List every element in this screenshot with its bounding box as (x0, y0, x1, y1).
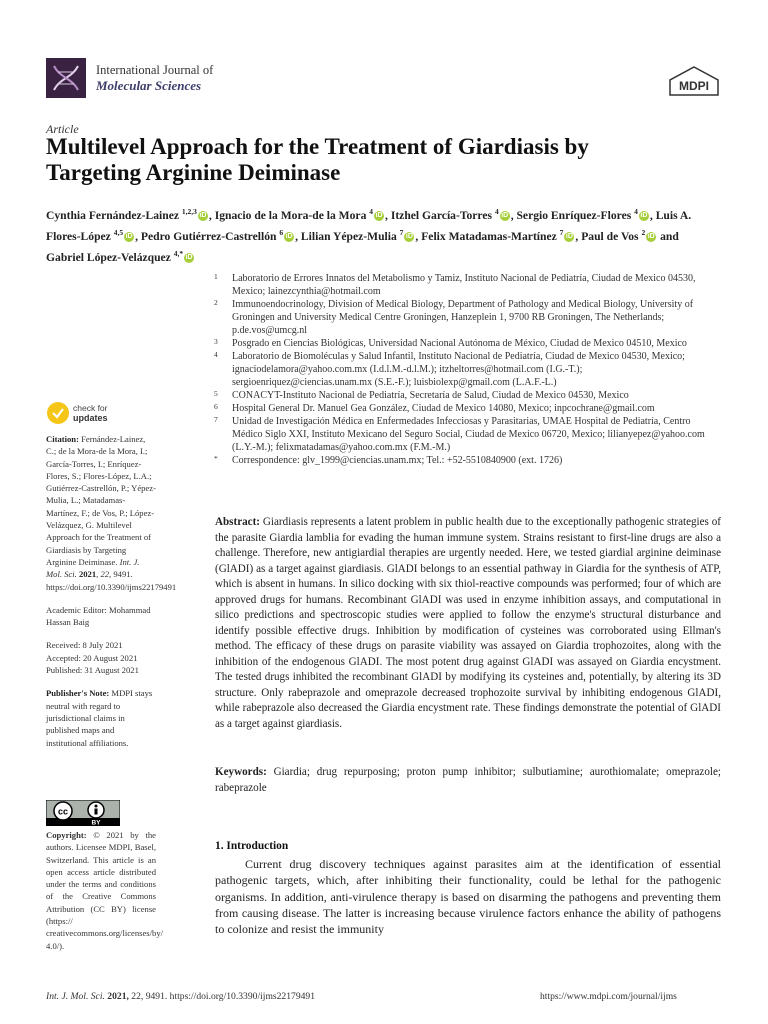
citation-year: 2021 (78, 569, 97, 580)
abstract-text: Giardiasis represents a latent problem in public health due to the exceptionally pathogenic strategies of the parasite Giardia lamblia for evading the human immune system. Strains resistant to first-line drugs are also a challenge. Therefore, new antigiardial therapies are urgently needed. Here, we tested giardial arginine deiminase (GlADI) as a target against giardiasis. GlADI belongs to an essential pathway in Giardia for the synthesis of ATP, which is absent in humans. In silico docking with six thiol-reactive compounds was performed; four of which are approved drugs for humans. Recombinant GlADI was used in enzyme inhibition assays, and computational in silico predictions and spectroscopic studies were applied to follow the enzyme's structural disturbance and identify possible effective drugs. Inhibition by modification of cysteines was corroborated using Ellman's method. The efficacy of these drugs on parasite viability was assayed on Giardia trophozoites, along with the inhibition of the endogenous GlADI. The most potent drug against GlADI was assayed on Giardia encystment. The tested drugs inhibited the recombinant GlADI by modifying its cysteines and, potentially, by altering its 3D structure. Only rabeprazole and omeprazole decreased trophozoite survival by inhibiting endogenous GlADI, while rabeprazole also decreased the Giardia encystment rate. These findings demonstrate the potential of GlADI as a target against giardiasis. (215, 516, 721, 730)
author-name[interactable]: Lilian Yépez-Mulia (300, 229, 400, 243)
citation: Citation: Fernández-Lainez, C.; de la Mora-de la Mora, I.; García-Torres, I.; Enríquez-Flores, S.; Flores-López, L.A.; Gutiérrez-Castrellón, P.; Yépez-Mulia, L.; Matadamas-Martínez, F.; de Vos, P.; López-Velázquez, G. Multilevel Approach for the Treatment of Giardiasis by Targeting Arginine Deiminase. Int. J. Mol. Sci. 2021, 22, 9491. https://doi.org/10.3390/ijms22179491 (46, 434, 177, 592)
affiliation-item (214, 337, 714, 350)
affiliation-item (214, 298, 714, 337)
affiliation-number: 7 (214, 415, 218, 424)
copyright-label: Copyright: (46, 830, 87, 840)
author-affiliation-ref: 2 (641, 227, 646, 237)
check-updates-line1: check for (73, 403, 108, 413)
citation-doi[interactable]: 9491. https://doi.org/10.3390/ijms22179491 (46, 569, 177, 592)
keywords-label: Keywords: (215, 766, 267, 778)
affiliation-number: 2 (214, 298, 218, 307)
orcid-icon[interactable]: iD (125, 233, 133, 241)
author-name[interactable]: Gabriel López-Velázquez (46, 250, 174, 264)
intro-paragraph: Current drug discovery techniques against parasites aim at the identification of essential pathogenic targets, which, after inhibiting their functionality, could be lethal for the pathogenic organisms. In addition, anti-virulence therapy is based on disarming the pathogens and preventing them from causing disease. The latter is increasing because virulence factors enhance the ability of pathogens to colonize and resist the immunity (215, 857, 721, 937)
affiliation-text: Posgrado en Ciencias Biológicas, Universidad Nacional Autónoma de México, Ciudad de Mexico 04510, Mexico (232, 338, 687, 349)
author-affiliation-ref: 1,2,3 (181, 207, 197, 216)
footer-journal: Int. J. Mol. Sci. (46, 991, 105, 1002)
author-affiliation-ref: 7 (559, 227, 564, 237)
author-name[interactable]: Felix Matadamas-Martínez (421, 229, 560, 243)
author-affiliation-ref: 4,5 (113, 227, 124, 237)
copyright-text: © 2021 by the authors. Licensee MDPI, Basel, Switzerland. This article is an open access article distributed under the terms and conditions of the Creative Commons Attribution (CC BY) license (https:// creativecommons.org/licenses/by/ 4.0/). (46, 830, 164, 951)
orcid-icon[interactable]: iD (501, 212, 509, 220)
keywords-text: Giardia; drug repurposing; proton pump inhibitor; sulbutiamine; aurothiomalate; omeprazole; rabeprazole (215, 766, 721, 794)
abstract (215, 515, 721, 732)
author-name[interactable]: Ignacio de la Mora-de la Mora (214, 208, 370, 222)
author-affiliation-ref: 4 (634, 207, 638, 216)
affiliation-text: Unidad de Investigación Médica en Enfermedades Infecciosas y Parasitarias, UMAE Hospital de Pediatría, Centro Médico Siglo XXI, Instituto Mexicano del Seguro Social, Ciudad de Mexico 06720, Mexico; lilianyepez@yahoo.com (L.Y.-M.); felixmatadamas@yahoo.com.mx (F.M.-M.) (232, 416, 705, 453)
publisher-note-text: MDPI stays neutral with regard to jurisdictional claims in published maps and institutional affiliations. (46, 688, 153, 748)
cc-by-license-icon[interactable] (46, 800, 120, 826)
affiliation-number: 4 (214, 350, 218, 359)
check-for-updates-button[interactable] (46, 400, 166, 426)
copyright-notice (46, 829, 164, 952)
affiliations (214, 272, 714, 467)
affiliation-number: 5 (214, 389, 218, 398)
author-list: Cynthia Fernández-Lainez $^{1,2,3}$ iD , Ignacio de la Mora-de la Mora $^4$ iD , Itzhel García-Torres $^4$ iD , Sergio Enríquez-Flores $^4$ iD , Luis A. Flores-López $^{4,5}$ iD , Pedro Gutiérrez-Castrellón $^6$ iD , Lilian Yépez-Mulia $^7$ iD , Felix Matadamas-Martínez $^7$ iD , Paul de Vos $^2$ iD and Gabriel López-Velázquez $^{4,*}$ iD (46, 207, 692, 264)
footer-year: 2021, (107, 991, 129, 1002)
received-date: Received: 8 July 2021 (46, 640, 123, 651)
orcid-icon[interactable]: iD (375, 212, 383, 220)
author-affiliation-ref: 4,* (173, 248, 184, 258)
author-name[interactable]: Paul de Vos (581, 229, 642, 243)
footer-url[interactable]: https://www.mdpi.com/journal/ijms (540, 991, 677, 1002)
publisher-note-label: Publisher's Note: (46, 688, 110, 699)
author-affiliation-ref: 4 (494, 207, 499, 216)
affiliation-text: Laboratorio de Biomoléculas y Salud Infantil, Instituto Nacional de Pediatría, Ciudad de Mexico 04530, Mexico; ignaciodelamora@yahoo.com.mx (I.d.l.M.-d.l.M.); itzheltorres@hotmail.com (I.G.-T.); sergioenriquez@ciencias.unam.mx (S.E.-F.); luisbiolexp@gmail.com (L.A.F.-L.) (232, 351, 685, 388)
affiliation-number: * (214, 454, 218, 463)
check-updates-line2: updates (73, 413, 108, 423)
affiliation-text: Hospital General Dr. Manuel Gea González, Ciudad de Mexico 14080, Mexico; inpcochrane@gmail.com (232, 403, 655, 414)
author-name[interactable]: Cynthia Fernández-Lainez (46, 208, 182, 222)
page-title: Multilevel Approach for the Treatment of Giardiasis by Targeting Arginine Deiminase (46, 134, 589, 185)
published-date: Published: 31 August 2021 (46, 665, 139, 676)
journal-logo-icon (46, 58, 86, 98)
affiliation-text: Immunoendocrinology, Division of Medical Biology, Department of Pathology and Medical Biology, University of Groningen and University Medical Centre Groningen, Hanzeplein 1, 9700 RB Groningen, The Netherlands; p.de.vos@umcg.nl (232, 299, 694, 336)
academic-editor: Academic Editor: Mohammad Hassan Baig (46, 604, 151, 628)
author-name[interactable]: Sergio Enríquez-Flores (516, 208, 635, 222)
affiliation-item (214, 350, 714, 389)
accepted-date: Accepted: 20 August 2021 (46, 652, 138, 663)
author-affiliation-ref: 7 (399, 227, 404, 237)
mdpi-logo-icon (668, 66, 720, 96)
affiliation-text: Laboratorio de Errores Innatos del Metabolismo y Tamiz, Instituto Nacional de Pediatría, Ciudad de Mexico 04530, Mexico; lainezcynthia@hotmail.com (232, 273, 696, 297)
affiliation-item (214, 272, 714, 298)
author-name[interactable]: Luis A. Flores-López (46, 208, 692, 243)
affiliation-item (214, 402, 714, 415)
author-affiliation-ref: 6 (279, 227, 284, 237)
orcid-icon[interactable]: iD (647, 233, 655, 241)
abstract-label: Abstract: (215, 516, 260, 528)
affiliation-text: CONACYT-Instituto Nacional de Pediatría, Secretaría de Salud, Ciudad de Mexico 04530, Mexico (232, 390, 629, 401)
orcid-icon[interactable]: iD (405, 233, 413, 241)
by-text: BY (91, 819, 101, 826)
footer-doi[interactable]: 22, 9491. https://doi.org/10.3390/ijms22179491 (131, 991, 316, 1002)
orcid-icon[interactable]: iD (640, 212, 648, 220)
citation-volume: 22, (100, 569, 112, 580)
affiliation-text: Correspondence: glv_1999@ciencias.unam.mx; Tel.: +52-5510840900 (ext. 1726) (232, 455, 563, 466)
citation-text: Fernández-Lainez, C.; de la Mora-de la Mora, I.; García-Torres, I.; Enríquez-Flores, S.; Flores-López, L.A.; Gutiérrez-Castrellón, P.; Yépez-Mulia, L.; Matadamas-Martínez, F.; de Vos, P.; López-Velázquez, G. Multilevel Approach for the Treatment of Giardiasis by Targeting Arginine Deiminase. (46, 434, 156, 567)
keywords (215, 765, 721, 796)
journal-name-line2: Molecular Sciences (96, 78, 202, 93)
orcid-icon[interactable]: iD (199, 212, 207, 220)
journal-name-line1: International Journal of (96, 63, 214, 77)
author-name[interactable]: Pedro Gutiérrez-Castrellón (140, 229, 280, 243)
orcid-icon[interactable]: iD (565, 233, 573, 241)
citation-journal: Int. J. Mol. Sci. (46, 556, 140, 580)
publisher-note (46, 687, 156, 748)
affiliation-number: 6 (214, 402, 218, 411)
article-type: Article (46, 122, 79, 136)
affiliation-number: 3 (214, 337, 218, 346)
affiliation-item (214, 389, 714, 402)
sidebar (46, 433, 177, 760)
author-name[interactable]: Itzhel García-Torres (390, 208, 495, 222)
mdpi-logo-text: MDPI (679, 79, 709, 93)
journal-name (96, 63, 213, 93)
footer-citation (46, 991, 315, 1002)
citation-label: Citation: (46, 434, 79, 444)
cc-text: cc (57, 806, 69, 817)
affiliation-number: 1 (214, 272, 218, 281)
orcid-icon[interactable]: iD (185, 253, 193, 261)
affiliation-item (214, 415, 714, 454)
author-affiliation-ref: 4 (369, 207, 374, 216)
orcid-icon[interactable]: iD (285, 233, 293, 241)
section-heading: 1. Introduction (215, 840, 289, 852)
affiliation-item (214, 454, 714, 467)
